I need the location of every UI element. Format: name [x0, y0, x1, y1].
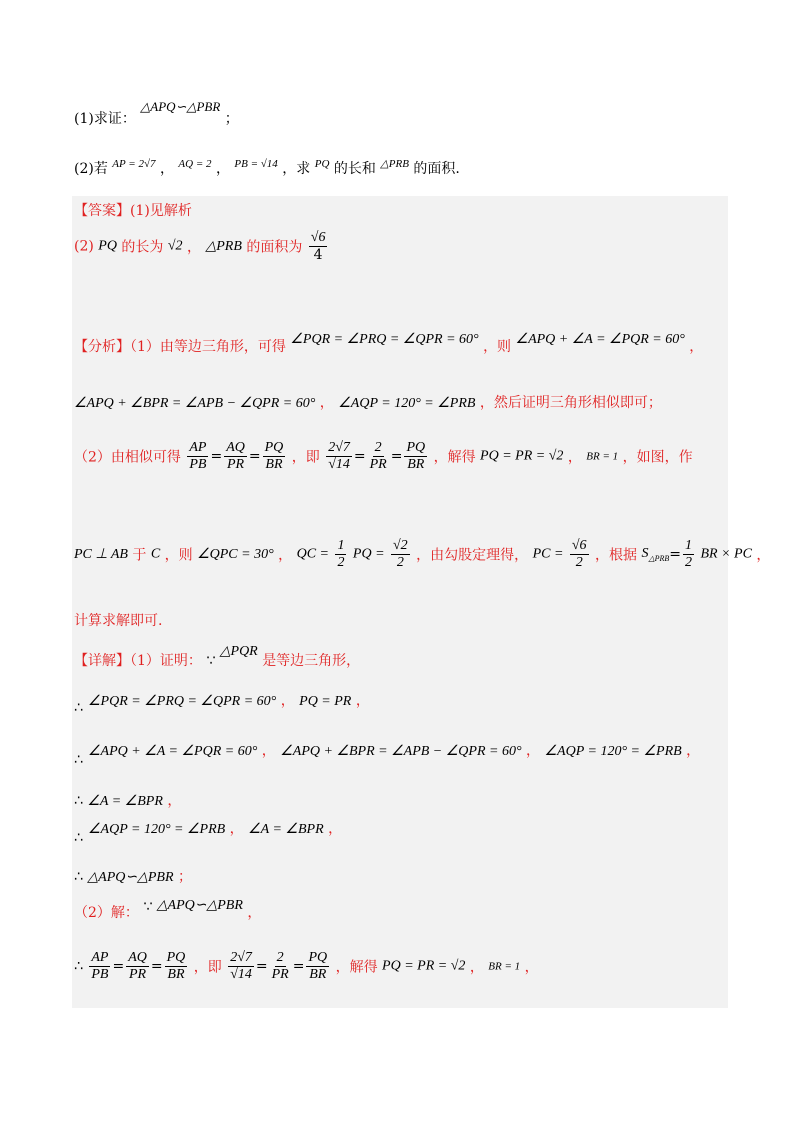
q2-ap: AP = 2√7: [112, 158, 156, 170]
analysis-l1-eq2: ∠APQ + ∠A = ∠PQR = 60°: [515, 332, 685, 347]
detail-line1: [74, 644, 361, 670]
eq-sign: =: [353, 448, 366, 465]
analysis-l3-solve: ，解得: [433, 449, 476, 466]
detail-l6-end: ；: [177, 869, 192, 885]
frac-den: 2: [685, 555, 693, 571]
therefore-symbol-5: ∴: [74, 869, 83, 885]
analysis-line2: [74, 392, 662, 412]
answer-area-den: 4: [313, 247, 323, 264]
detail-l8-comma: ，: [469, 959, 484, 976]
answer-val: √2: [167, 238, 183, 254]
q2-pq: PQ: [314, 158, 330, 170]
analysis-l4-gen: ，根据: [595, 547, 638, 564]
analysis-line1: [74, 332, 704, 356]
frac-den: 2: [337, 555, 345, 571]
q2-prb: △PRB: [380, 158, 409, 170]
detail-l5-c1: ，: [229, 821, 244, 837]
analysis-l4-yu: 于: [132, 547, 147, 564]
analysis-l5-text: 计算求解即可.: [74, 613, 163, 629]
detail-l3-eq2: ∠APQ + ∠BPR = ∠APB − ∠QPR = 60°: [280, 744, 522, 759]
detail-l1-text: （1）证明：: [130, 653, 202, 669]
analysis-frac-pq-br-2: [404, 440, 427, 473]
detail-line3: [74, 740, 700, 760]
analysis-frac-half-1: [335, 538, 346, 571]
frac-den: 2: [396, 555, 404, 571]
analysis-frac-2-pr: [368, 440, 389, 473]
therefore-symbol-2: ∴: [74, 752, 83, 768]
detail-l3-c1: ，: [261, 743, 276, 759]
analysis-l2-comma: ，: [319, 395, 334, 411]
analysis-l1-text: （1）由等边三角形，可得: [130, 339, 286, 355]
detail-l3-c2: ，: [526, 743, 541, 759]
frac-num: AQ: [126, 950, 149, 967]
detail-line7: [74, 898, 262, 922]
eq-sign: =: [210, 448, 223, 465]
therefore-symbol-1: ∴: [74, 700, 83, 716]
detail-frac-2-pr: [270, 950, 291, 983]
analysis-l4-gou: ，由勾股定理得，: [416, 547, 529, 564]
detail-frac-2r7-r14: [228, 950, 254, 983]
solution-panel: [72, 196, 728, 1008]
frac-num: 2: [275, 950, 286, 967]
answer-area-fraction: [309, 230, 328, 263]
answer-part1: (1)见解析: [130, 203, 192, 219]
detail-l8-res: PQ = PR = √2: [382, 958, 466, 974]
frac-num: 2: [373, 440, 384, 457]
because-symbol: ∵: [206, 653, 216, 669]
eq-sign: =: [255, 958, 268, 975]
analysis-l4-ze: ，则: [164, 547, 193, 564]
answer-label: 【答案】: [74, 203, 130, 219]
answer-p2-prefix: (2): [74, 238, 94, 255]
detail-l1-end: 是等边三角形，: [262, 653, 361, 669]
detail-l2-eq1: ∠PQR = ∠PRQ = ∠QPR = 60°: [88, 694, 277, 709]
detail-line4: [74, 790, 181, 810]
analysis-l4-comma: ，: [278, 547, 293, 564]
analysis-line3: [74, 440, 693, 473]
frac-num: PQ: [165, 950, 188, 967]
detail-label: 【详解】: [74, 653, 130, 669]
frac-den: √14: [230, 967, 252, 983]
detail-l5-eq1: ∠AQP = 120° = ∠PRB: [88, 822, 226, 837]
analysis-l4-pc: PC ⊥ AB: [74, 547, 128, 563]
frac-num: √6: [570, 538, 589, 555]
answer-text1: 的长为: [121, 239, 164, 256]
analysis-l4-s: [641, 546, 669, 561]
analysis-l3-res: PQ = PR = √2: [480, 448, 564, 464]
answer-prb: △PRB: [205, 239, 242, 255]
frac-den: BR: [407, 457, 425, 473]
answer-sep: ，: [187, 239, 202, 256]
therefore-symbol-3: ∴: [74, 793, 83, 809]
frac-den: 2: [575, 555, 583, 571]
analysis-frac-half-2: [683, 538, 694, 571]
therefore-symbol-6: ∴: [74, 958, 83, 975]
analysis-l4-qc: QC =: [296, 546, 330, 562]
detail-l1-tri: △PQR: [219, 644, 258, 659]
analysis-l2-text: ，然后证明三角形相似即可；: [479, 395, 662, 411]
detail-l2-eq2: PQ = PR: [299, 694, 352, 709]
answer-area-num: √6: [309, 230, 328, 247]
q2-sep1: ，: [159, 161, 174, 177]
frac-num: AQ: [224, 440, 247, 457]
detail-l8-end: ，: [524, 959, 539, 976]
eq-sign: =: [292, 958, 305, 975]
detail-l3-c3: ，: [686, 743, 701, 759]
analysis-l1-eq1: ∠PQR = ∠PRQ = ∠QPR = 60°: [290, 332, 479, 347]
detail-line5: [74, 818, 342, 838]
q2-mid: ，求: [282, 161, 311, 177]
detail-l5-c2: ，: [328, 821, 343, 837]
q2-pb: PB = √14: [234, 158, 278, 170]
frac-num: AP: [187, 440, 208, 457]
detail-l8-solve: ，解得: [335, 959, 378, 976]
question-part1: [74, 99, 239, 128]
frac-num: 2√7: [326, 440, 352, 457]
analysis-l4-pq: PQ =: [352, 546, 385, 562]
detail-line6: [74, 866, 192, 886]
frac-num: 2√7: [228, 950, 254, 967]
frac-den: √14: [328, 457, 350, 473]
frac-num: 1: [683, 538, 694, 555]
detail-l8-ji: ，即: [193, 959, 222, 976]
analysis-l4-end: ，: [756, 547, 771, 564]
area-subscript: △PRB: [648, 553, 670, 563]
detail-line2: [74, 690, 370, 710]
q2-sep2: ，: [215, 161, 230, 177]
analysis-line5: [74, 610, 162, 630]
analysis-l3-text: （2）由相似可得: [74, 449, 181, 466]
detail-line8: [74, 950, 539, 983]
q1-suffix: ；: [224, 111, 239, 127]
detail-l2-end: ，: [355, 693, 370, 709]
detail-l8-br: BR = 1: [488, 960, 521, 973]
eq-sign: =: [150, 958, 163, 975]
eq-sign: =: [390, 448, 403, 465]
answer-line1: [74, 200, 192, 220]
q1-prefix: (1)求证：: [74, 111, 136, 127]
eq-sign: =: [112, 958, 125, 975]
frac-num: √2: [391, 538, 410, 555]
frac-den: BR: [265, 457, 283, 473]
area-symbol: S: [641, 546, 649, 562]
analysis-frac-pq-br: [263, 440, 286, 473]
frac-den: PR: [271, 967, 289, 983]
q2-suffix: 的面积.: [413, 161, 460, 177]
detail-l3-eq1: ∠APQ + ∠A = ∠PQR = 60°: [88, 744, 258, 759]
therefore-symbol-4: ∴: [74, 830, 83, 846]
question-part2: [74, 158, 460, 178]
answer-pq: PQ: [98, 238, 117, 254]
q2-aq: AQ = 2: [178, 158, 212, 170]
answer-text2: 的面积为: [246, 239, 303, 256]
analysis-l3-comma: ，: [567, 449, 582, 466]
eq-sign: =: [669, 546, 682, 563]
frac-num: PQ: [263, 440, 286, 457]
analysis-l3-ji: ，即: [291, 449, 320, 466]
frac-den: PB: [91, 967, 109, 983]
analysis-frac-2r7-r14: [326, 440, 352, 473]
detail-l7-end: ，: [247, 905, 262, 921]
analysis-l2-eq2: ∠AQP = 120° = ∠PRB: [338, 396, 476, 411]
analysis-frac-r6-2: [570, 538, 589, 571]
analysis-l4-c: C: [150, 546, 161, 562]
analysis-l1-then: ，则: [483, 339, 512, 355]
frac-num: 1: [335, 538, 346, 555]
analysis-l1-end: ，: [689, 339, 704, 355]
analysis-label: 【分析】: [74, 339, 130, 355]
eq-sign: =: [248, 448, 261, 465]
analysis-l4-angle: ∠QPC = 30°: [197, 547, 274, 563]
detail-l7-eq: △APQ∽△PBR: [156, 898, 243, 913]
because-symbol-2: ∵: [143, 899, 153, 915]
frac-den: BR: [167, 967, 185, 983]
analysis-l2-eq1: ∠APQ + ∠BPR = ∠APB − ∠QPR = 60°: [74, 396, 316, 411]
frac-den: PR: [227, 457, 245, 473]
detail-l6-eq: △APQ∽△PBR: [87, 870, 174, 885]
detail-frac-ap-pb: [89, 950, 110, 983]
frac-num: PQ: [404, 440, 427, 457]
analysis-frac-r2-2: [391, 538, 410, 571]
detail-l4-eq: ∠A = ∠BPR: [87, 794, 163, 809]
frac-den: BR: [309, 967, 327, 983]
frac-den: PR: [129, 967, 147, 983]
detail-l3-eq3: ∠AQP = 120° = ∠PRB: [544, 744, 682, 759]
analysis-l4-tail: BR × PC: [700, 546, 752, 562]
detail-frac-pq-br: [165, 950, 188, 983]
detail-l5-eq2: ∠A = ∠BPR: [248, 822, 324, 837]
analysis-l3-end: ，如图，作: [622, 449, 693, 466]
detail-l7-text: （2）解：: [74, 905, 139, 921]
frac-num: AP: [89, 950, 110, 967]
frac-num: PQ: [306, 950, 329, 967]
analysis-frac-aq-pr: [224, 440, 247, 473]
analysis-l4-pc2: PC =: [532, 546, 564, 562]
analysis-frac-ap-pb: [187, 440, 208, 473]
q2-mid2: 的长和: [333, 161, 376, 177]
analysis-line4: [74, 538, 770, 571]
detail-l4-end: ，: [167, 793, 182, 809]
frac-den: PB: [189, 457, 207, 473]
detail-frac-pq-br-2: [306, 950, 329, 983]
frac-den: PR: [369, 457, 387, 473]
detail-frac-aq-pr: [126, 950, 149, 983]
detail-l2-comma: ，: [280, 693, 295, 709]
analysis-l3-br: BR = 1: [586, 450, 619, 463]
answer-line2: [74, 230, 329, 263]
q2-prefix: (2)若: [74, 161, 108, 177]
q1-formula: △APQ∽△PBR: [140, 99, 221, 114]
